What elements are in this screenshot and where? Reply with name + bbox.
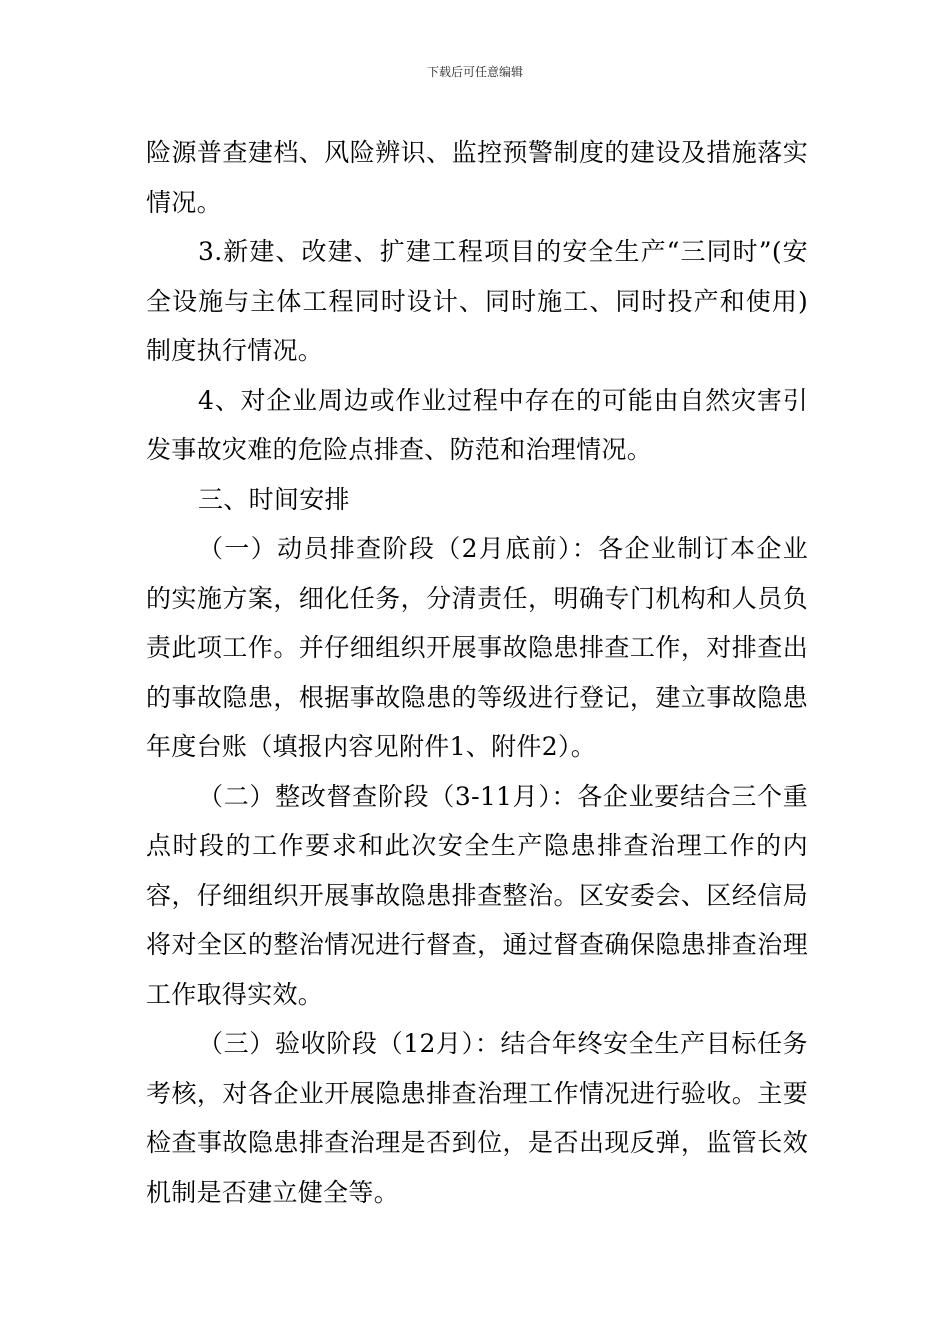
- document-body: [146, 128, 808, 1217]
- paragraph-three-simultaneous: 3.新建、改建、扩建工程项目的安全生产“三同时”(安全设施与主体工程同时设计、同时施工、同时投产和使用)制度执行情况。: [146, 237, 808, 365]
- page-header: 下载后可任意编辑: [426, 65, 523, 79]
- paragraph-phase-acceptance: （三）验收阶段（12月）：结合年终安全生产目标任务考核，对各企业开展隐患排查治理工作情况进行验收。主要检查事故隐患排查治理是否到位，是否出现反弹，监管长效机制是否建立健全等。: [146, 1029, 808, 1207]
- paragraph-natural-disaster: 4、对企业周边或作业过程中存在的可能由自然灾害引发事故灾难的危险点排查、防范和治理情况。: [146, 385, 808, 464]
- paragraph-hazard-records: 险源普查建档、风险辨识、监控预警制度的建设及措施落实情况。: [146, 138, 808, 217]
- paragraph-phase-mobilization: （一）动员排查阶段（2月底前）：各企业制订本企业的实施方案，细化任务，分清责任，明确专门机构和人员负责此项工作。并仔细组织开展事故隐患排查工作，对排查出的事故隐患，根据事故隐患的等级进行登记，建立事故隐患年度台账（填报内容见附件1、附件2）。: [146, 534, 808, 761]
- section-heading-schedule: 三、时间安排: [198, 484, 350, 514]
- paragraph-phase-rectification: （二）整改督查阶段（3-11月）：各企业要结合三个重点时段的工作要求和此次安全生产隐患排查治理工作的内容，仔细组织开展事故隐患排查整治。区安委会、区经信局将对全区的整治情况进行督查，通过督查确保隐患排查治理工作取得实效。: [146, 781, 808, 1009]
